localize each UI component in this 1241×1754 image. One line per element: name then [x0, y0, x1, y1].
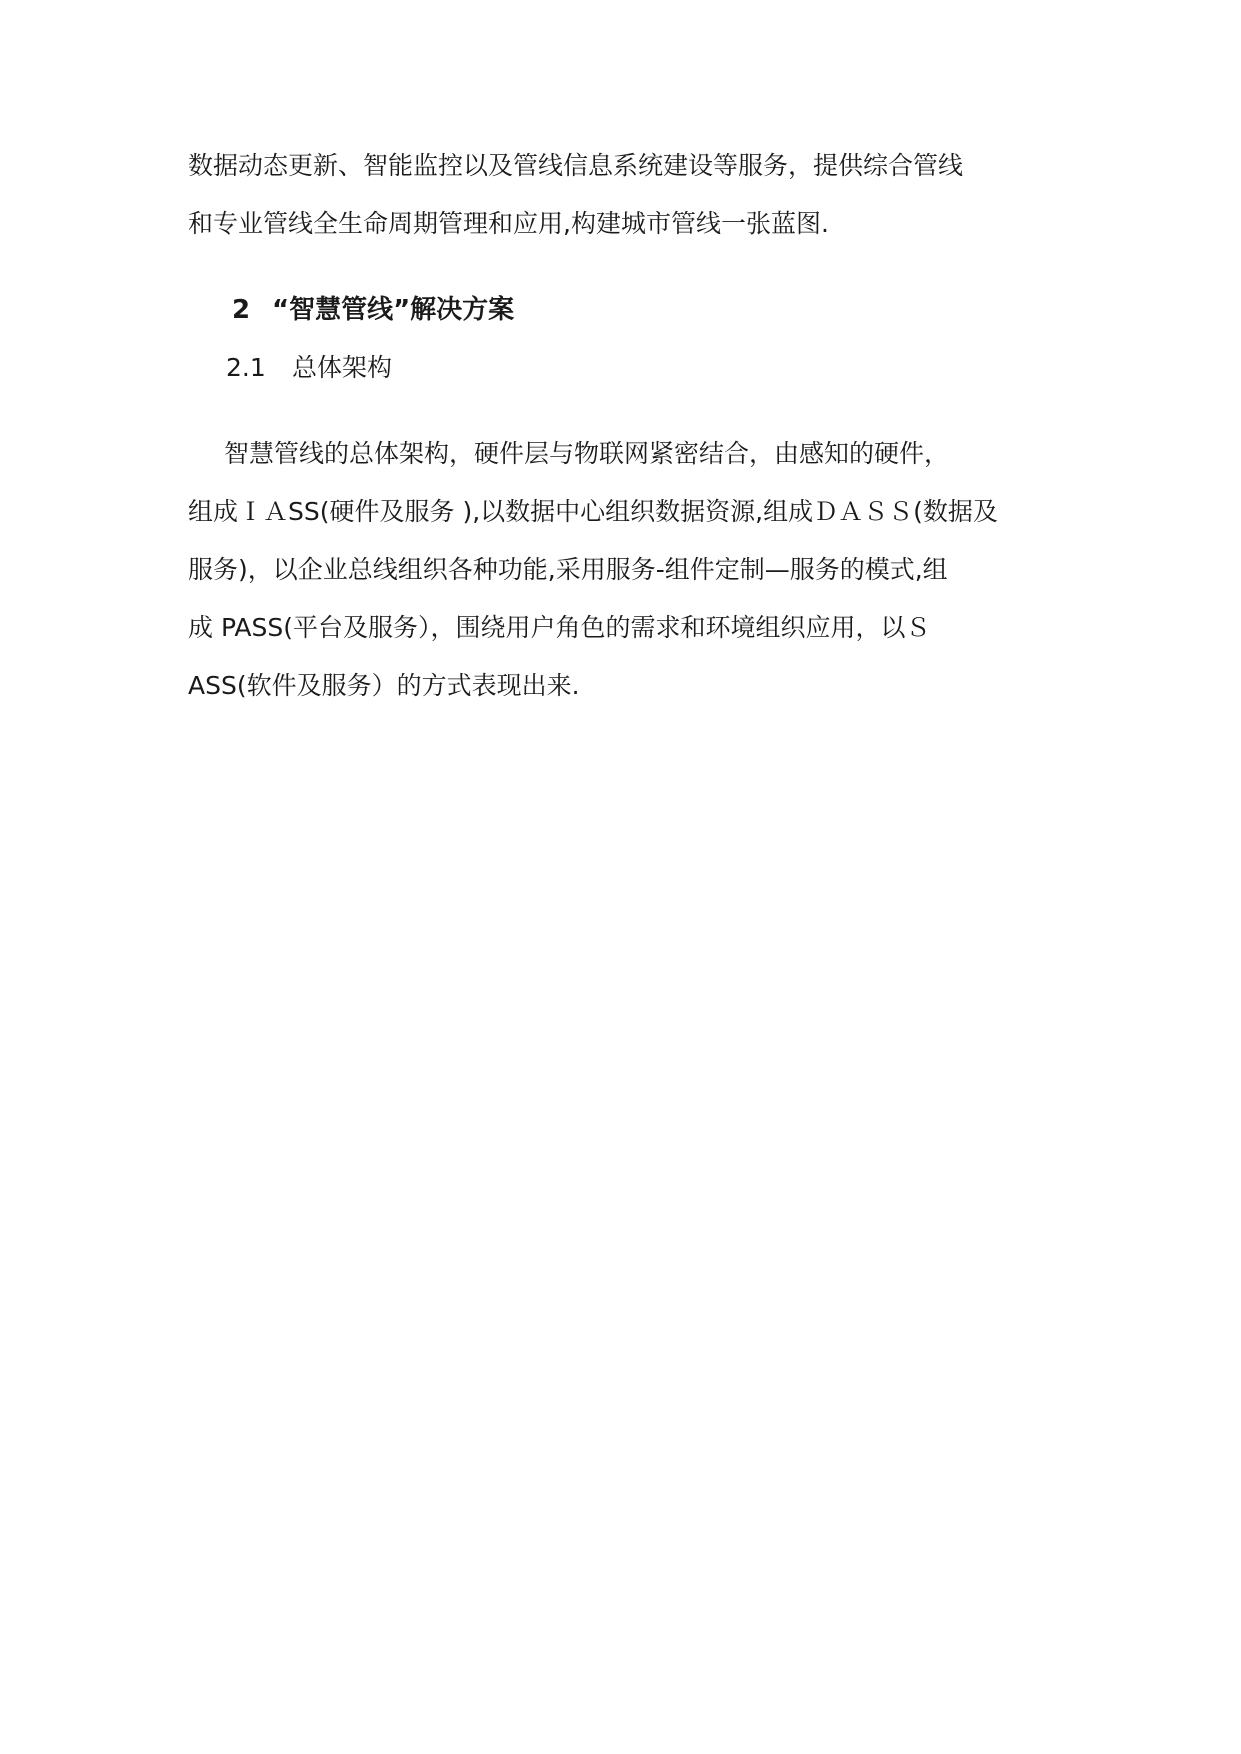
section-number: 2: [232, 295, 251, 325]
body-paragraph-line-1: 智慧管线的总体架构，硬件层与物联网紧密结合，由感知的硬件，: [224, 439, 950, 468]
subsection-number: 2.1: [226, 353, 266, 382]
intro-paragraph-line-1: 数据动态更新、智能监控以及管线信息系统建设等服务，提供综合管线: [188, 151, 964, 180]
subsection-heading: [226, 350, 392, 386]
body-paragraph-line-5: ASS(软件及服务）的方式表现出来.: [188, 671, 580, 700]
intro-paragraph-line-2: 和专业管线全生命周期管理和应用,构建城市管线一张蓝图.: [188, 209, 829, 238]
section-heading: [232, 292, 514, 328]
section-title: “智慧管线”解决方案: [272, 295, 515, 325]
body-paragraph-line-2: 组成ＩＡSS(硬件及服务 ),以数据中心组织数据资源,组成ＤＡＳＳ(数据及: [188, 497, 998, 526]
body-paragraph-line-4: 成 PASS(平台及服务），围绕用户角色的需求和环境组织应用，以Ｓ: [188, 613, 931, 642]
body-paragraph-line-3: 服务)，以企业总线组织各种功能,采用服务-组件定制—服务的模式,组: [188, 555, 948, 584]
subsection-title: 总体架构: [292, 353, 393, 382]
